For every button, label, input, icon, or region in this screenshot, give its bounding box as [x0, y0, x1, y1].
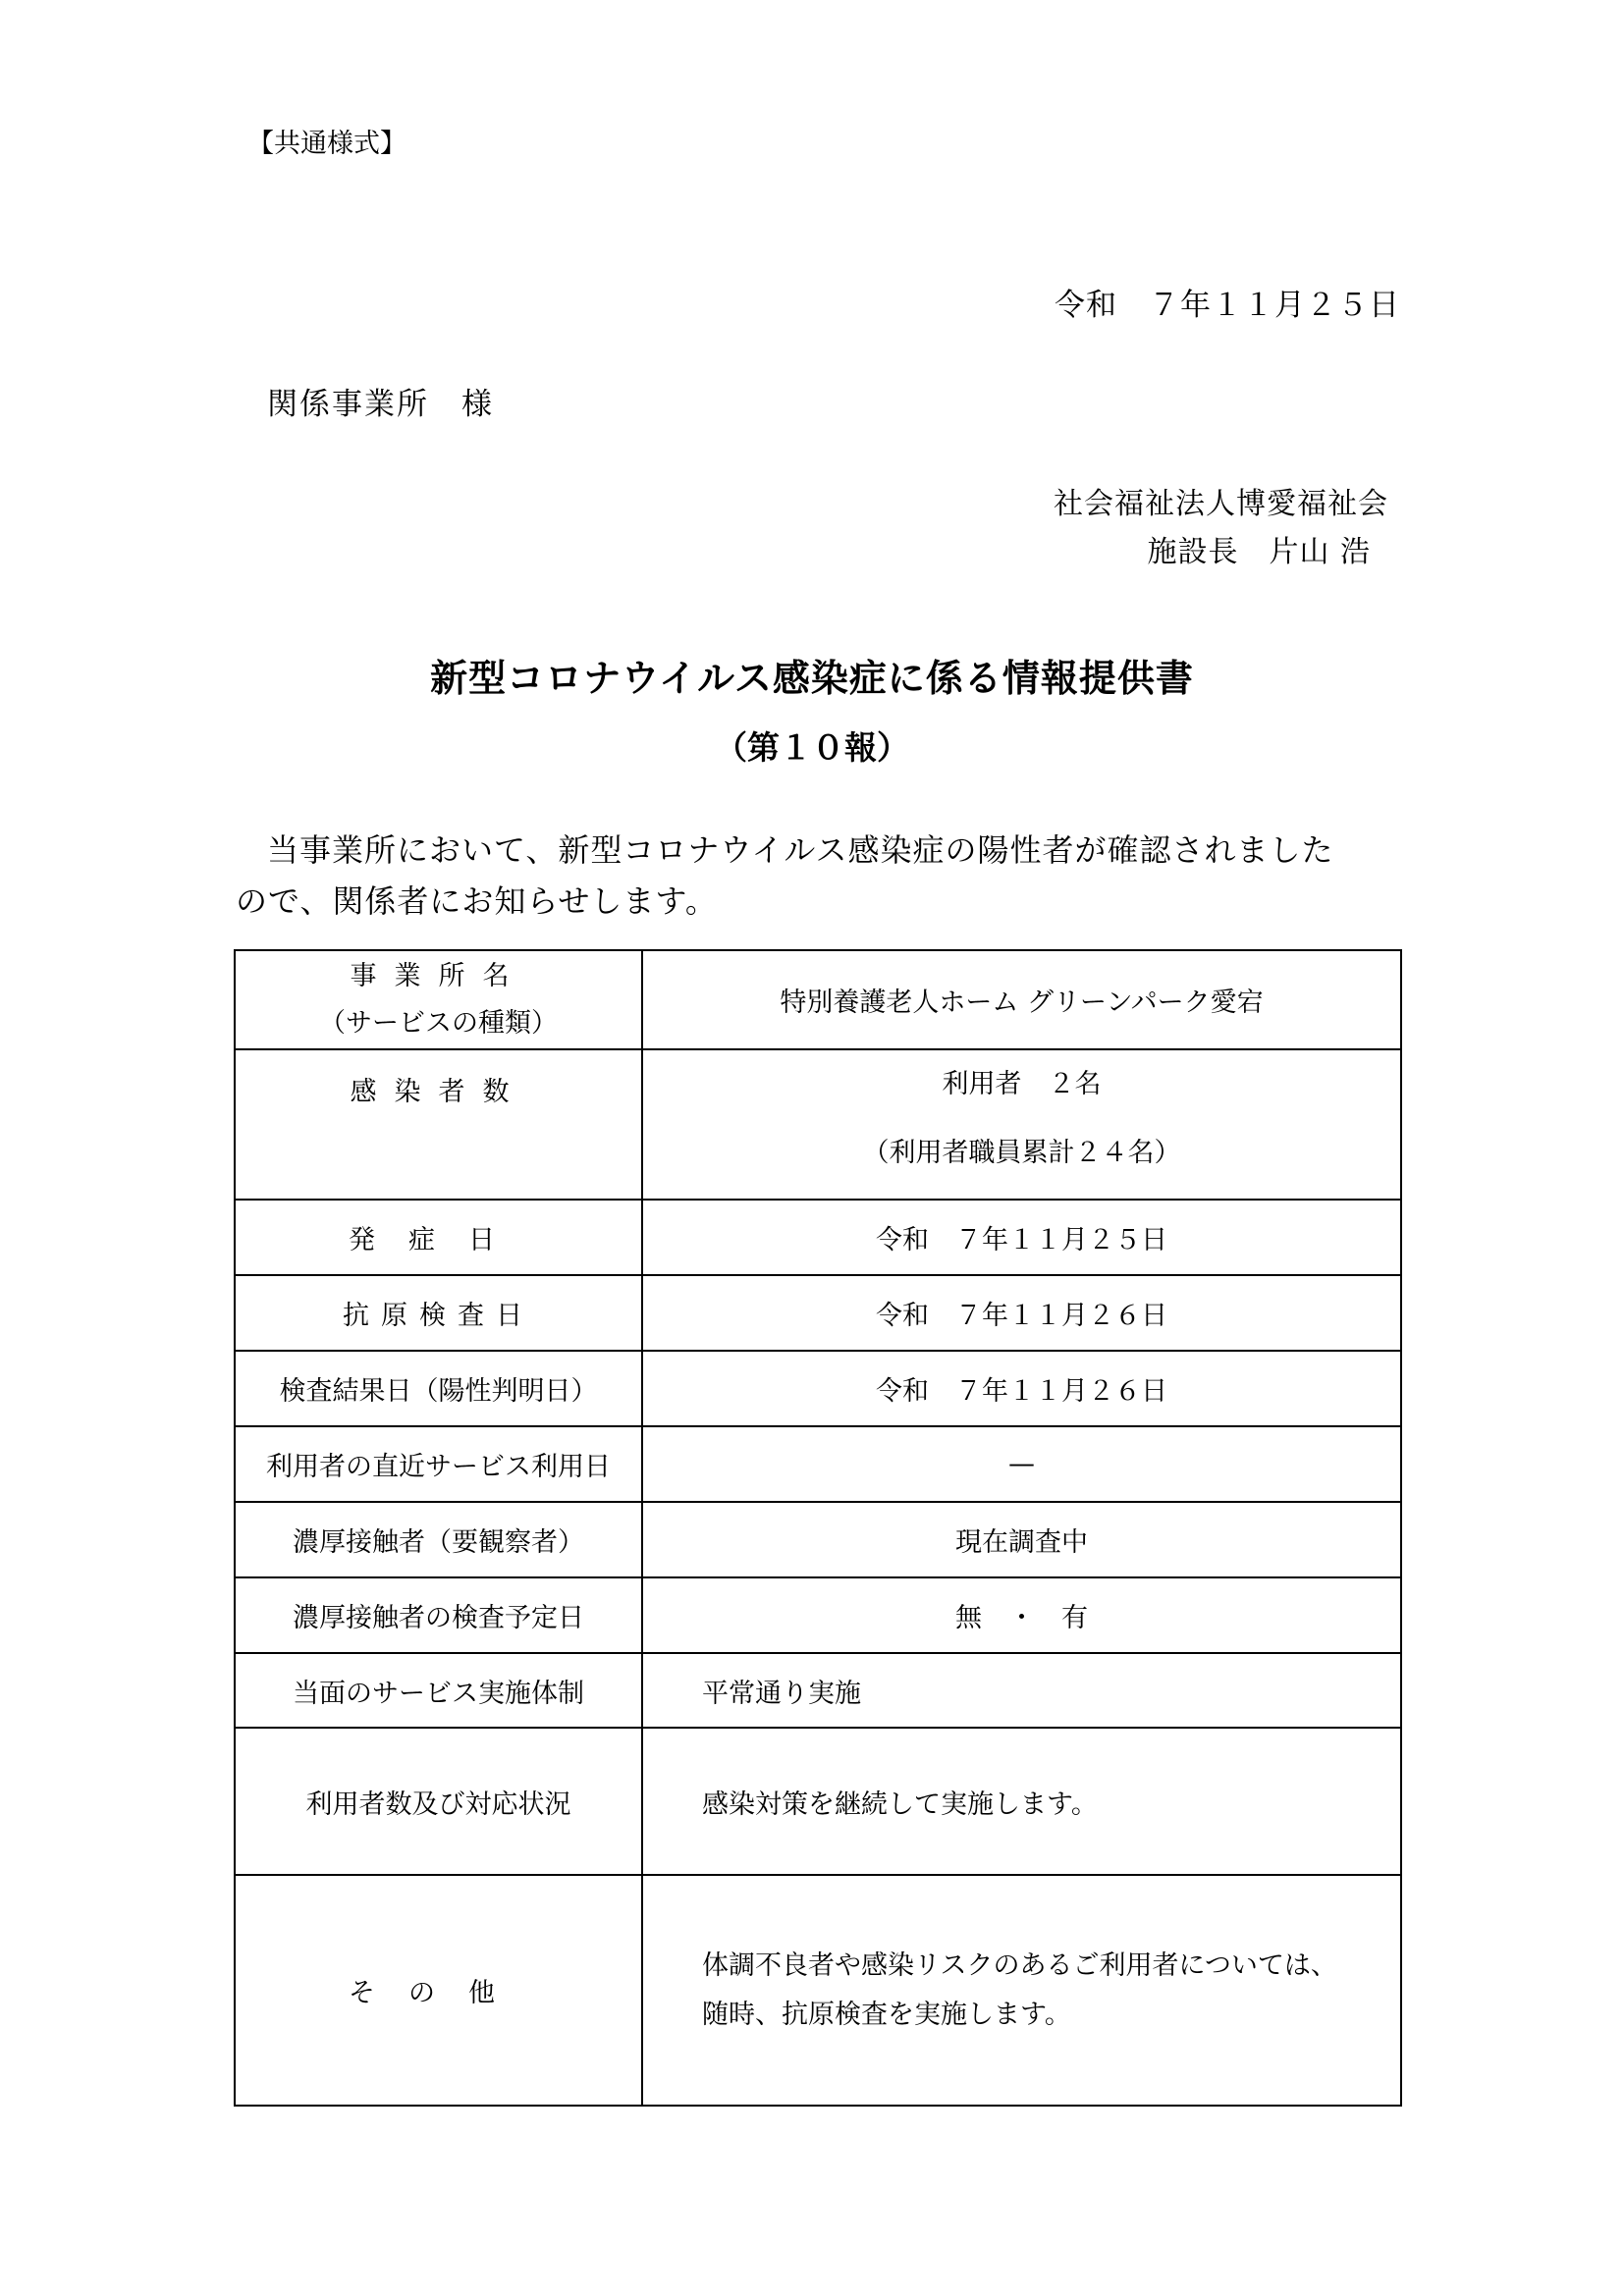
table-row — [235, 1200, 1401, 1275]
row-label: 利用者の直近サービス利用日 — [235, 1426, 642, 1502]
table-row — [235, 1351, 1401, 1426]
row-value: 令和 ７年１１月２６日 — [642, 1275, 1401, 1351]
intro-line-1: 当事業所において、新型コロナウイルス感染症の陽性者が確認されました — [267, 831, 1334, 869]
row-value: — — [642, 1426, 1401, 1502]
row-label: 検査結果日（陽性判明日） — [235, 1351, 642, 1426]
intro-line-2: ので、関係者にお知らせします。 — [236, 882, 718, 920]
row-value-sub: （利用者職員累計２４名） — [862, 1138, 1181, 1168]
row-value: 無 ・ 有 — [642, 1577, 1401, 1653]
row-value: 令和 ７年１１月２５日 — [642, 1200, 1401, 1275]
row-value-line-2: 随時、抗原検査を実施します。 — [702, 1999, 1071, 2030]
sender-organization: 社会福祉法人博愛福祉会 — [1054, 487, 1388, 521]
table-row — [235, 1653, 1401, 1728]
row-value: 平常通り実施 — [642, 1653, 1401, 1728]
row-label — [235, 950, 642, 1049]
row-label-sub: （サービスの種類） — [319, 1007, 558, 1039]
table-row — [235, 1728, 1401, 1875]
addressee: 関係事業所 様 — [267, 387, 494, 422]
form-type-tag: 【共通様式】 — [247, 129, 406, 159]
info-table — [234, 949, 1402, 2107]
row-label: 利用者数及び対応状況 — [235, 1728, 642, 1875]
table-row — [235, 1875, 1401, 2106]
row-value — [642, 1049, 1401, 1200]
row-value: 令和 ７年１１月２６日 — [642, 1351, 1401, 1426]
report-number: （第１０報） — [715, 728, 909, 767]
row-label — [235, 1049, 642, 1200]
table-row — [235, 1502, 1401, 1577]
row-label — [235, 1200, 642, 1275]
row-value: 感染対策を継続して実施します。 — [642, 1728, 1401, 1875]
sender-person: 施設長 片山 浩 — [1147, 535, 1371, 569]
row-label — [235, 1275, 642, 1351]
intro-paragraph — [236, 825, 1404, 927]
row-value-main: 利用者 ２名 — [942, 1069, 1102, 1099]
table-row — [235, 1049, 1401, 1200]
row-label-main: 事業所名 — [350, 960, 527, 991]
row-value: 特別養護老人ホーム グリーンパーク愛宕 — [642, 950, 1401, 1049]
table-row — [235, 950, 1401, 1049]
table-row — [235, 1426, 1401, 1502]
row-label: 濃厚接触者の検査予定日 — [235, 1577, 642, 1653]
row-label: 濃厚接触者（要観察者） — [235, 1502, 642, 1577]
row-value: 現在調査中 — [642, 1502, 1401, 1577]
row-value-line-1: 体調不良者や感染リスクのあるご利用者については、 — [702, 1949, 1337, 1981]
row-label-main: 抗原検査日 — [343, 1301, 534, 1331]
row-label-main: その他 — [349, 1978, 528, 2008]
row-label-main: 発症日 — [349, 1225, 528, 1255]
row-value — [642, 1875, 1401, 2106]
row-label — [235, 1875, 642, 2106]
row-label-main: 感染者数 — [350, 1077, 527, 1107]
row-label: 当面のサービス実施体制 — [235, 1653, 642, 1728]
document-title: 新型コロナウイルス感染症に係る情報提供書 — [430, 657, 1194, 700]
table-row — [235, 1275, 1401, 1351]
document-date: 令和 ７年１１月２５日 — [1055, 288, 1400, 323]
table-row — [235, 1577, 1401, 1653]
